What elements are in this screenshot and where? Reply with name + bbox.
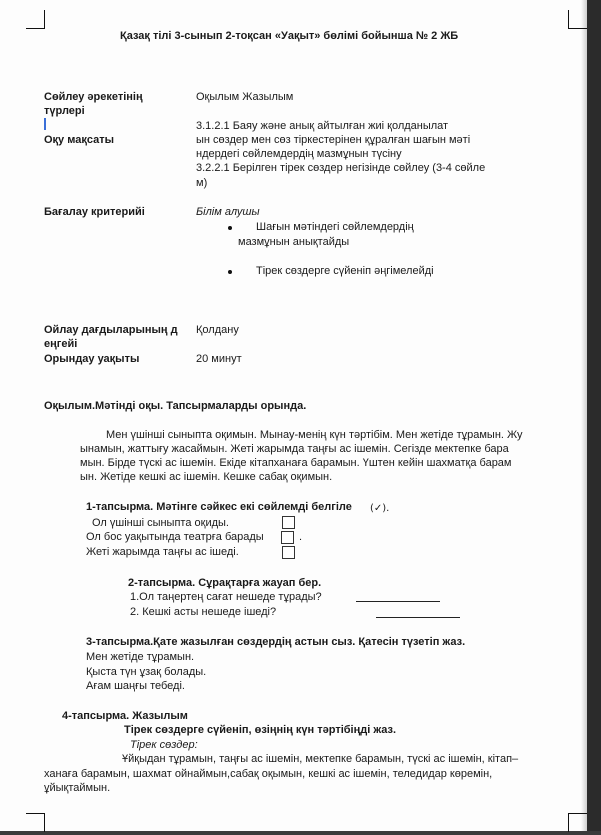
task3-line: Ағам шаңғы тебеді. — [86, 680, 185, 692]
task3-line: Мен жетіде тұрамын. — [86, 651, 195, 663]
criteria-item: Тірек сөздерге сүйеніп әңгімелейді — [256, 265, 434, 277]
criteria-item: мазмұнын анықтайды — [238, 236, 350, 248]
task2-question: 2. Кешкі асты нешеде ішеді? — [130, 606, 277, 618]
text-cursor — [44, 118, 46, 130]
reading-heading: Оқылым.Мәтінді оқы. Тапсырмаларды орында. — [44, 400, 307, 412]
speech-value: Оқылым Жазылым — [196, 91, 294, 103]
crop-mark-bottom-right — [568, 813, 587, 832]
task1-item: Жеті жарымда таңғы ас ішеді. — [86, 546, 239, 558]
task2-title: 2-тапсырма. Сұрақтарға жауап бер. — [128, 577, 322, 589]
task4-support-label: Тірек сөздер: — [130, 739, 198, 751]
task3-line: Қыста түн ұзақ болады. — [86, 666, 207, 678]
goal-line: м) — [196, 177, 208, 189]
crop-mark-top-left — [26, 10, 45, 29]
goal-line: ндердегі сөйлемдердің мазмұнын түсіну — [196, 148, 402, 160]
task1-item: Ол бос уақытында театрға барады — [86, 531, 264, 543]
task1-checkbox-3[interactable] — [282, 546, 295, 559]
time-label: Орындау уақыты — [44, 353, 140, 365]
criteria-label: Бағалау критерийі — [44, 206, 145, 218]
task1-trailing-dot: . — [299, 531, 303, 543]
task1-checkbox-2[interactable] — [281, 531, 294, 544]
crop-mark-top-right — [568, 10, 587, 29]
task1-title: 1-тапсырма. Мәтінге сәйкес екі сөйлемді белгіле — [86, 501, 352, 513]
task4-words-line: ұйықтаймын. — [44, 782, 111, 794]
task4-words-line: Ұйқыдан тұрамын, таңғы ас ішемін, мектепке барамын, түскі ас ішемін, кітап– — [122, 753, 519, 765]
reading-text-line: Мен үшінші сыныпта оқимын. Мынау-менің күн тәртібім. Мен жетіде тұрамын. Жу — [106, 429, 523, 441]
background-strip — [587, 0, 601, 835]
goal-label: Оқу мақсаты — [44, 134, 115, 146]
thinking-label-line1: Ойлау дағдыларының д — [44, 324, 178, 336]
bullet-icon — [228, 270, 232, 274]
reading-text-line: ын. Жетіде кешкі ас ішемін. Кешке сабақ оқимын. — [80, 471, 333, 483]
time-value: 20 минут — [196, 353, 242, 365]
speech-label-line1: Сөйлеу әрекетінің — [44, 91, 143, 103]
thinking-value: Қолдану — [196, 324, 239, 336]
bottom-edge — [0, 831, 601, 835]
task4-words-line: ханаға барамын, шахмат ойнаймын,сабақ оқымын, кешкі ас ішемін, теледидар көремін, — [44, 768, 493, 780]
page-title: Қазақ тілі 3-сынып 2-тоқсан «Уақыт» бөлімі бойынша № 2 ЖБ — [120, 30, 459, 42]
bullet-icon — [228, 226, 232, 230]
speech-label-line2: түрлері — [44, 105, 85, 117]
reading-text-line: мын. Бірде түскі ас ішемін. Екіде кітапханаға барамын. Үштен кейін шахматқа барам — [80, 457, 512, 469]
reading-text-line: ынамын, жаттығу жасаймын. Жеті жарымда таңғы ас ішемін. Сегізде мектепке бара — [80, 443, 509, 455]
criteria-item: Шағын мәтіндегі сөйлемдердің — [256, 221, 414, 233]
task1-item: Ол үшінші сыныпта оқиды. — [92, 517, 229, 529]
task1-check-hint: (✓). — [370, 503, 390, 514]
goal-line: 3.1.2.1 Баяу және анық айтылған жиі қолданылат — [196, 120, 449, 132]
crop-mark-bottom-left — [26, 813, 45, 832]
task1-checkbox-1[interactable] — [282, 516, 295, 529]
task2-answer-line-1[interactable] — [356, 601, 440, 602]
task4-subtitle: Тірек сөздерге сүйеніп, өзіңнің күн тәртібіңді жаз. — [124, 724, 397, 736]
task2-answer-line-2[interactable] — [376, 617, 460, 618]
task2-question: 1.Ол таңертең сағат нешеде тұрады? — [130, 591, 322, 603]
goal-line: ын сөздер мен сөз тіркестерінен құралған шағын мәті — [196, 134, 471, 146]
criteria-intro: Білім алушы — [196, 206, 260, 218]
thinking-label-line2: еңгейі — [44, 338, 78, 350]
task4-title: 4-тапсырма. Жазылым — [62, 710, 188, 722]
goal-line: 3.2.2.1 Берілген тірек сөздер негізінде сөйлеу (3-4 сөйле — [196, 162, 486, 174]
task3-title: 3-тапсырма.Қате жазылған сөздердің астын сыз. Қатесін түзетіп жаз. — [86, 636, 466, 648]
